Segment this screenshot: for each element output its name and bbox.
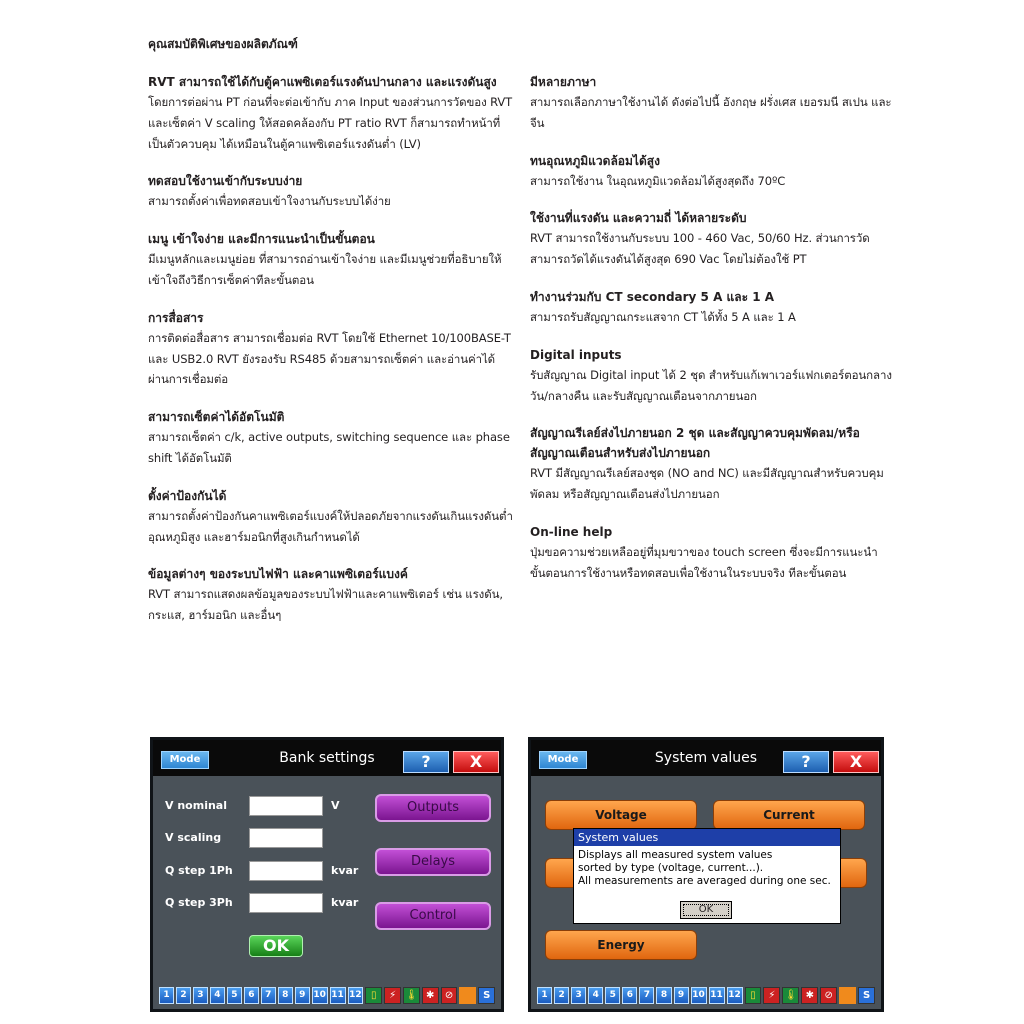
alarm-icon: ⚡: [763, 987, 780, 1004]
q-step-3ph-input[interactable]: [249, 893, 323, 913]
output-1-indicator: 1: [537, 987, 552, 1004]
help-button[interactable]: ?: [783, 751, 829, 773]
feature-heading: ทำงานร่วมกับ CT secondary 5 A และ 1 A: [530, 289, 775, 304]
output-10-indicator: 10: [312, 987, 328, 1004]
fan-icon: ✱: [422, 987, 439, 1004]
features-right-column: [530, 72, 892, 601]
control-button[interactable]: Control: [375, 902, 491, 930]
lock-icon: ▯: [365, 987, 382, 1004]
feature-heading: สัญญาณรีเลย์ส่งไปภายนอก 2 ชุด และสัญญาควบคุมพัดลม/หรือสัญญาณเตือนสำหรับส่งไปภายนอก: [530, 426, 860, 461]
output-2-indicator: 2: [554, 987, 569, 1004]
feature-body: ปุ่มขอความช่วยเหลืออยู่ที่มุมขวาของ touch screen ซึ่งจะมีการแนะนำขั้นตอนการใช้งานหรือทดสอบเพื่อใช้งานในระบบจริง ทีละขั้นตอน: [530, 544, 878, 580]
feature-heading: ทดสอบใช้งานเข้ากับระบบง่าย: [148, 174, 303, 189]
q-step-1ph-input[interactable]: [249, 861, 323, 881]
output-9-indicator: 9: [674, 987, 689, 1004]
screen-title: System values: [654, 750, 758, 766]
delays-button[interactable]: Delays: [375, 848, 491, 876]
dialog-ok-button[interactable]: OK: [680, 901, 732, 919]
status-bar: [537, 987, 875, 1005]
feature-item: [530, 208, 892, 270]
output-6-indicator: 6: [622, 987, 637, 1004]
output-3-indicator: 3: [193, 987, 208, 1004]
feature-body: สามารถเลือกภาษาใช้งานได้ ดังต่อไปนี้ อังกฤษ ฝรั่งเศส เยอรมนี สเปน และจีน: [530, 95, 892, 130]
output-5-indicator: 5: [227, 987, 242, 1004]
feature-body: RVT สามารถแสดงผลข้อมูลของระบบไฟฟ้าและคาแพซิเตอร์ เช่น แรงดัน, กระแส, ฮาร์มอนิก และอื่นๆ: [148, 587, 503, 623]
feature-item: [148, 229, 514, 291]
feature-heading: Digital inputs: [530, 347, 622, 362]
dialog-body: [574, 846, 840, 891]
feature-body: สามารถตั้งค่าป้องกันคาแพซิเตอร์แบงค์ให้ปลอดภัยจากแรงดันเกินแรงดันต่ำ อุณหภูมิสูง และฮาร์มอนิกที่สูงเกินกำหนดได้: [148, 508, 513, 544]
s-indicator: S: [478, 987, 495, 1004]
output-6-indicator: 6: [244, 987, 259, 1004]
ok-button[interactable]: OK: [249, 935, 303, 957]
output-12-indicator: 12: [727, 987, 743, 1004]
feature-item: [530, 287, 892, 328]
close-button[interactable]: X: [833, 751, 879, 773]
v-nominal-unit: V: [331, 799, 340, 812]
output-1-indicator: 1: [159, 987, 174, 1004]
dialog-title: System values: [574, 829, 840, 846]
voltage-button[interactable]: Voltage: [545, 800, 697, 830]
q-step-3ph-unit: kvar: [331, 896, 359, 909]
feature-item: [148, 564, 514, 626]
feature-body: สามารถเซ็ตค่า c/k, active outputs, switching sequence และ phase shift ได้อัตโนมัติ: [148, 430, 510, 465]
feature-heading: ทนอุณหภูมิแวดล้อมได้สูง: [530, 153, 660, 168]
s-indicator: S: [858, 987, 875, 1004]
output-9-indicator: 9: [295, 987, 310, 1004]
feature-heading: ตั้งค่าป้องกันได้: [148, 488, 227, 503]
close-button[interactable]: X: [453, 751, 499, 773]
dialog-line: Displays all measured system values: [578, 849, 773, 861]
feature-heading: ใช้งานที่แรงดัน และความถี่ ได้หลายระดับ: [530, 211, 747, 226]
screen-titlebar: [153, 740, 501, 776]
outputs-button[interactable]: Outputs: [375, 794, 491, 822]
output-11-indicator: 11: [330, 987, 346, 1004]
feature-body: สามารถใช้งาน ในอุณหภูมิแวดล้อมได้สูงสุดถึง 70ºC: [530, 173, 786, 188]
output-2-indicator: 2: [176, 987, 191, 1004]
dialog-line: sorted by type (voltage, current...).: [578, 862, 764, 874]
feature-item: [148, 407, 514, 469]
energy-button[interactable]: Energy: [545, 930, 697, 960]
info-dialog: [573, 828, 841, 924]
v-scaling-input[interactable]: [249, 828, 323, 848]
feature-item: [530, 522, 892, 584]
output-12-indicator: 12: [348, 987, 364, 1004]
output-7-indicator: 7: [639, 987, 654, 1004]
current-button[interactable]: Current: [713, 800, 865, 830]
feature-body: รับสัญญาณ Digital input ได้ 2 ชุด สำหรับแก้เพาเวอร์แฟกเตอร์ตอนกลางวัน/กลางคืน และรับสัญญาณเตือนจากภายนอก: [530, 367, 892, 403]
feature-body: สามารถรับสัญญาณกระแสจาก CT ได้ทั้ง 5 A และ 1 A: [530, 309, 796, 324]
output-4-indicator: 4: [588, 987, 603, 1004]
output-8-indicator: 8: [278, 987, 293, 1004]
feature-heading: สามารถเซ็ตค่าได้อัตโนมัติ: [148, 410, 285, 425]
mode-button[interactable]: Mode: [539, 751, 587, 769]
v-scaling-label: V scaling: [165, 831, 222, 844]
feature-item: [530, 423, 892, 505]
v-nominal-input[interactable]: [249, 796, 323, 816]
lock-icon: ▯: [745, 987, 762, 1004]
features-left-column: [148, 72, 514, 643]
feature-heading: เมนู เข้าใจง่าย และมีการแนะนำเป็นขั้นตอน: [148, 232, 375, 247]
dialog-line: All measurements are averaged during one sec.: [578, 875, 831, 887]
output-4-indicator: 4: [210, 987, 225, 1004]
feature-item: [148, 72, 514, 154]
feature-item: [148, 171, 514, 212]
screen-titlebar: [531, 740, 881, 776]
help-button[interactable]: ?: [403, 751, 449, 773]
q-step-1ph-label: Q step 1Ph: [165, 864, 233, 877]
feature-item: [530, 151, 892, 192]
temperature-icon: 🌡: [403, 987, 420, 1004]
feature-heading: ข้อมูลต่างๆ ของระบบไฟฟ้า และคาแพซิเตอร์แบงค์: [148, 567, 408, 582]
feature-body: การติดต่อสื่อสาร สามารถเชื่อมต่อ RVT โดยใช้ Ethernet 10/100BASE-T และ USB2.0 RVT ยังรองรับ RS485 ด้วยสามารถเซ็ตค่า และอ่านค่าได้ผ่านการเชื่อมต่อ: [148, 330, 511, 387]
screen-title: Bank settings: [279, 750, 375, 766]
feature-heading: RVT สามารถใช้ได้กับตู้คาแพซิเตอร์แรงดันปานกลาง และแรงดันสูง: [148, 75, 497, 89]
output-11-indicator: 11: [709, 987, 725, 1004]
v-nominal-label: V nominal: [165, 799, 227, 812]
feature-body: สามารถตั้งค่าเพื่อทดสอบเข้าใจงานกับระบบได้ง่าย: [148, 194, 391, 209]
q-step-1ph-unit: kvar: [331, 864, 359, 877]
feature-item: [530, 345, 892, 407]
feature-item: [148, 486, 514, 548]
output-3-indicator: 3: [571, 987, 586, 1004]
status-bar: [159, 987, 495, 1005]
relay-icon: ⊘: [441, 987, 458, 1004]
feature-heading: การสื่อสาร: [148, 310, 204, 325]
status-square-icon: [459, 987, 476, 1004]
feature-item: [148, 308, 514, 390]
system-values-screen: [528, 737, 884, 1012]
output-10-indicator: 10: [691, 987, 707, 1004]
output-5-indicator: 5: [605, 987, 620, 1004]
feature-heading: On-line help: [530, 524, 613, 539]
q-step-3ph-label: Q step 3Ph: [165, 896, 233, 909]
fan-icon: ✱: [801, 987, 818, 1004]
bank-settings-screen: [150, 737, 504, 1012]
feature-item: [530, 72, 892, 134]
feature-body: RVT มีสัญญาณรีเลย์สองชุด (NO and NC) และมีสัญญาณสำหรับควบคุมพัดลม หรือสัญญาณเตือนส่งไปภายนอก: [530, 466, 884, 502]
doc-title: คุณสมบัติพิเศษของผลิตภัณฑ์: [148, 37, 298, 51]
output-8-indicator: 8: [656, 987, 671, 1004]
alarm-icon: ⚡: [384, 987, 401, 1004]
relay-icon: ⊘: [820, 987, 837, 1004]
status-square-icon: [839, 987, 856, 1004]
feature-body: RVT สามารถใช้งานกับระบบ 100 - 460 Vac, 50/60 Hz. ส่วนการวัดสามารถวัดได้แรงดันได้สูงสุด 690 Vac โดยไม่ต้องใช้ PT: [530, 231, 870, 267]
feature-body: โดยการต่อผ่าน PT ก่อนที่จะต่อเข้ากับ ภาค Input ของส่วนการวัดของ RVT และเซ็ตค่า V scaling ให้สอดคล้องกับ PT ratio RVT ก็สามารถทำหน้าที่เป็นตัวควบคุม ได้เหมือนในตู้คาแพซิเตอร์แรงดันต่ำ (LV): [148, 95, 513, 151]
output-7-indicator: 7: [261, 987, 276, 1004]
feature-body: มีเมนูหลักและเมนูย่อย ที่สามารถอ่านเข้าใจง่าย และมีเมนูช่วยที่อธิบายให้เข้าใจถึงวิธีการเซ็ตค่าทีละขั้นตอน: [148, 252, 502, 287]
mode-button[interactable]: Mode: [161, 751, 209, 769]
temperature-icon: 🌡: [782, 987, 799, 1004]
feature-heading: มีหลายภาษา: [530, 75, 597, 89]
